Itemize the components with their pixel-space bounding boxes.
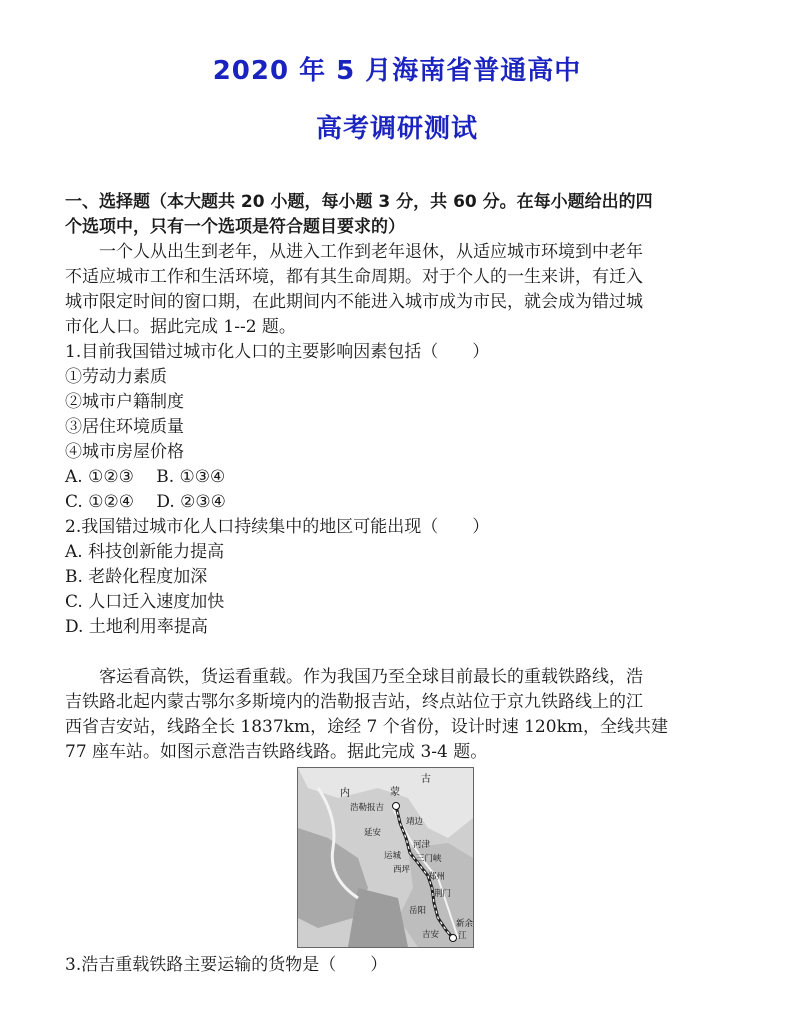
passage1-line: 不适应城市工作和生活环境，都有其生命周期。对于个人的一生来讲，有迁入 (65, 267, 643, 287)
map-label-meng: 蒙 (390, 787, 400, 798)
question2-option-a: A. 科技创新能力提高 (65, 542, 225, 562)
question1-item: ②城市户籍制度 (65, 392, 184, 412)
passage2-line: 吉铁路北起内蒙古鄂尔多斯境内的浩勒报吉站，终点站位于京九铁路线上的江 (65, 692, 643, 712)
question1-item: ③居住环境质量 (65, 417, 184, 437)
passage2-line: 客运看高铁，货运看重载。作为我国乃至全球目前最长的重载铁路线，浩 (65, 667, 643, 687)
question1-item: ①劳动力素质 (65, 367, 167, 387)
question1-options-row1: A. ①②③ B. ①③④ (65, 467, 226, 487)
map-label-yanan: 延安 (364, 828, 382, 838)
map-label-xinyu: 新余 (456, 919, 473, 929)
map-label-yueyang: 岳阳 (409, 906, 427, 916)
passage1-line: 一个人从出生到老年，从进入工作到老年退休，从适应城市环境到中老年 (65, 242, 643, 262)
passage2-line: 西省吉安站，线路全长 1837km，途经 7 个省份，设计时速 120km，全线共建 (65, 717, 668, 737)
question1-item: ④城市房屋价格 (65, 442, 184, 462)
section-heading-line1: 一、选择题（本大题共 20 小题，每小题 3 分，共 60 分。在每小题给出的四 (65, 192, 653, 212)
passage1-line: 城市限定时间的窗口期，在此期间内不能进入城市成为市民，就会成为错过城 (65, 292, 643, 312)
question2-option-d: D. 土地利用率提高 (65, 617, 208, 637)
question2-option-c: C. 人口迁入速度加快 (65, 592, 225, 612)
question1-options-row2: C. ①②④ D. ②③④ (65, 492, 226, 512)
map-label-sanmenxia: 三门峡 (416, 854, 442, 864)
passage2-line: 77 座车站。如图示意浩吉铁路线路。据此完成 3-4 题。 (65, 742, 488, 762)
map-label-zhengzhou: 郑州 (428, 872, 446, 882)
railway-route-map (297, 767, 474, 948)
map-label-nei: 内 (340, 788, 350, 799)
question1-stem: 1.目前我国错过城市化人口的主要影响因素包括（ ） (65, 342, 490, 362)
end-station-marker (450, 935, 457, 942)
document-title-line1: 2020 年 5 月海南省普通高中 (212, 56, 582, 86)
section-heading-line2: 个选项中，只有一个选项是符合题目要求的） (65, 217, 405, 237)
map-label-jingbian: 靖边 (406, 817, 424, 827)
map-label-gu: 古 (421, 774, 431, 785)
map-label-jiang: 江 (458, 931, 467, 941)
map-label-jian: 吉安 (422, 930, 440, 940)
map-label-jingmen: 荆门 (434, 889, 452, 899)
railway-map-graphic (298, 768, 473, 947)
map-label-xiping: 西坪 (393, 865, 411, 875)
document-title-line2: 高考调研测试 (315, 114, 478, 144)
map-label-yuncheng: 运城 (384, 851, 402, 861)
start-station-marker (393, 803, 400, 810)
question2-option-b: B. 老龄化程度加深 (65, 567, 208, 587)
map-label-hejin: 河津 (413, 840, 431, 850)
passage1-line: 市化人口。据此完成 1--2 题。 (65, 317, 296, 337)
question2-stem: 2.我国错过城市化人口持续集中的地区可能出现（ ） (65, 517, 490, 537)
question3-stem: 3.浩吉重载铁路主要运输的货物是（ ） (65, 955, 388, 975)
map-label-haolebaoji: 浩勒报吉 (350, 803, 385, 813)
